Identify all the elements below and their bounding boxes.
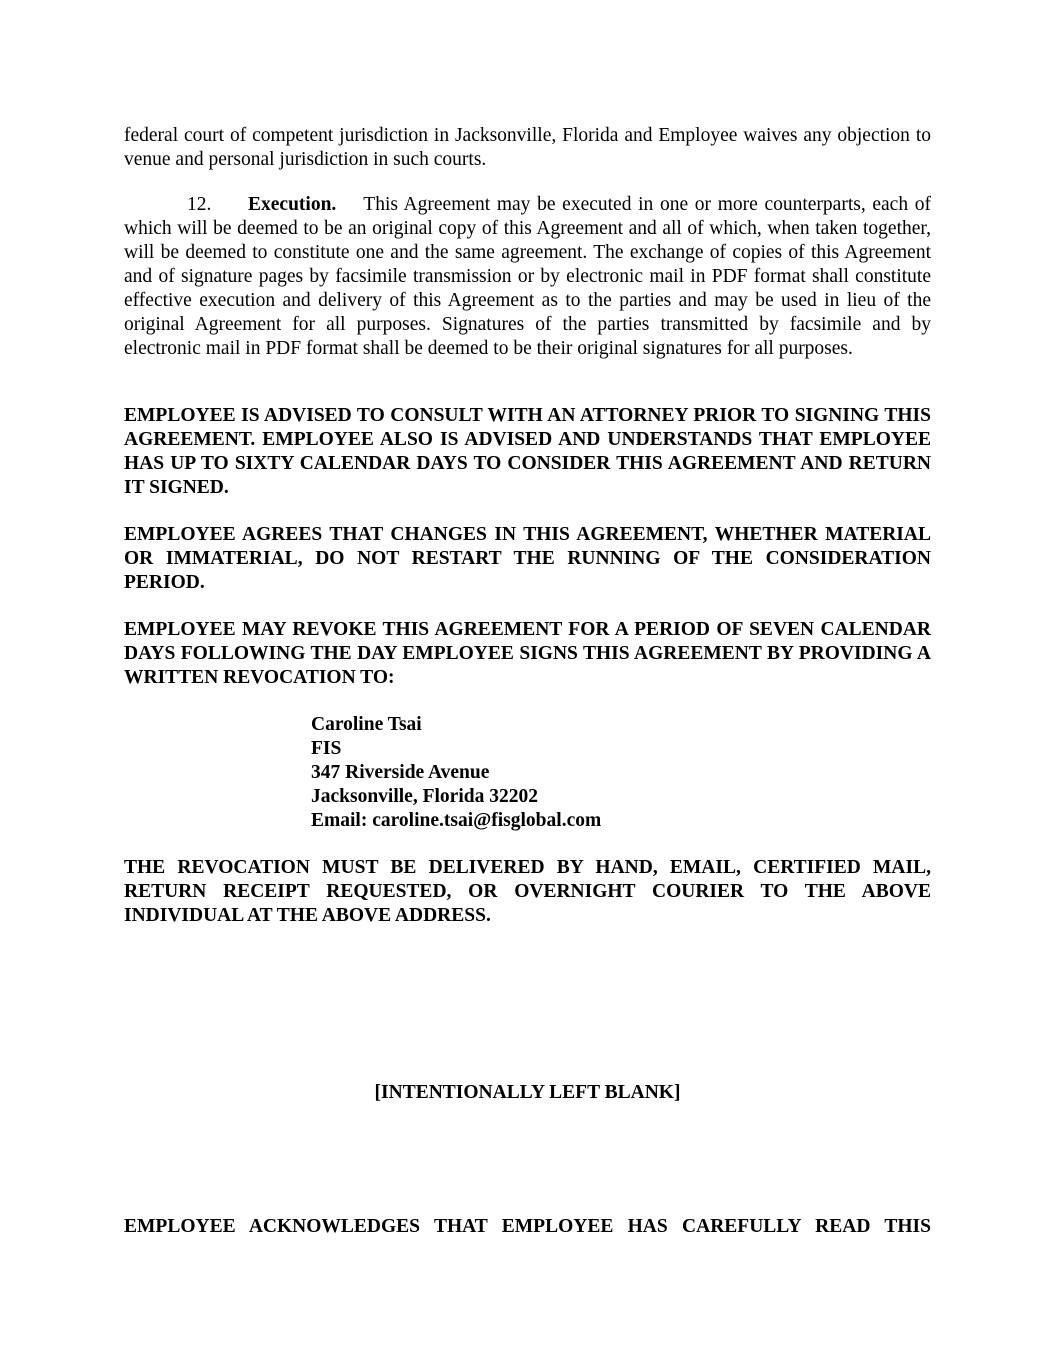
address-company: FIS xyxy=(311,738,342,759)
changes-notice: EMPLOYEE AGREES THAT CHANGES IN THIS AGREEMENT, WHETHER MATERIAL OR IMMATERIAL, DO NOT RESTART THE RUNNING OF THE CONSIDERATION PERIOD. xyxy=(124,524,931,593)
section-number: 12. xyxy=(187,194,212,215)
section-12-paragraph xyxy=(124,193,931,361)
acknowledgement-text: EMPLOYEE ACKNOWLEDGES THAT EMPLOYEE HAS CAREFULLY READ THIS xyxy=(124,1216,931,1237)
continuation-paragraph: federal court of competent jurisdiction in Jacksonville, Florida and Employee waives any objection to venue and personal jurisdiction in such courts. xyxy=(124,125,931,170)
section-title: Execution. xyxy=(248,194,337,215)
address-name: Caroline Tsai xyxy=(311,714,422,735)
address-city: Jacksonville, Florida 32202 xyxy=(311,786,538,807)
address-street: 347 Riverside Avenue xyxy=(311,762,490,783)
attorney-notice: EMPLOYEE IS ADVISED TO CONSULT WITH AN ATTORNEY PRIOR TO SIGNING THIS AGREEMENT. EMPLOYEE ALSO IS ADVISED AND UNDERSTANDS THAT EMPLOYEE HAS UP TO SIXTY CALENDAR DAYS TO CONSIDER THIS AGREEMENT AND RETURN IT SIGNED. xyxy=(124,405,931,498)
revocation-address xyxy=(311,713,601,833)
revocation-notice: EMPLOYEE MAY REVOKE THIS AGREEMENT FOR A PERIOD OF SEVEN CALENDAR DAYS FOLLOWING THE DAY EMPLOYEE SIGNS THIS AGREEMENT BY PROVIDING A WRITTEN REVOCATION TO: xyxy=(124,619,931,688)
address-email: Email: caroline.tsai@fisglobal.com xyxy=(311,810,602,831)
intentionally-blank-note: [INTENTIONALLY LEFT BLANK] xyxy=(374,1082,681,1103)
delivery-notice: THE REVOCATION MUST BE DELIVERED BY HAND, EMAIL, CERTIFIED MAIL, RETURN RECEIPT REQUESTED, OR OVERNIGHT COURIER TO THE ABOVE INDIVIDUAL AT THE ABOVE ADDRESS. xyxy=(124,857,931,926)
section-body: This Agreement may be executed in one or more counterparts, each of which will be deemed to be an original copy of this Agreement and all of which, when taken together, will be deemed to constitute one and the same agreement. The exchange of copies of this Agreement and of signature pages by facsimile transmission or by electronic mail in PDF format shall constitute effective execution and delivery of this Agreement as to the parties and may be used in lieu of the original Agreement for all purposes. Signatures of the parties transmitted by facsimile and by electronic mail in PDF format shall be deemed to be their original signatures for all purposes. xyxy=(124,194,931,359)
